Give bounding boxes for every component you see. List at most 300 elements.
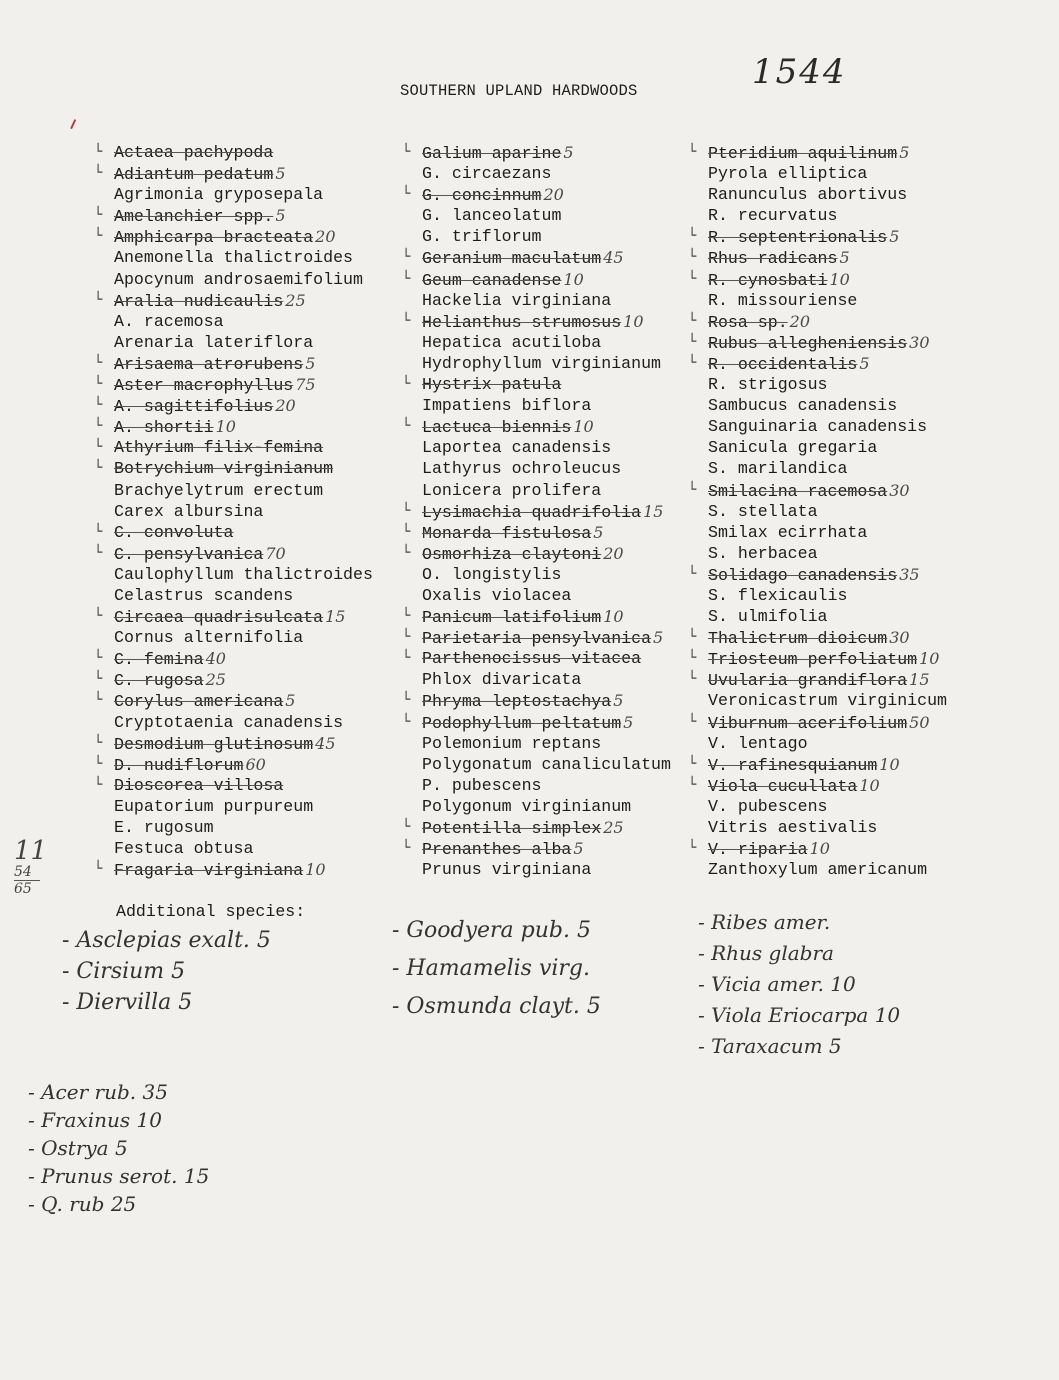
- species-row: [422, 205, 697, 226]
- species-name: Osmorhiza claytoni: [422, 544, 602, 564]
- cover-value: 5: [899, 143, 910, 162]
- cover-value: 10: [603, 607, 624, 627]
- cover-value: 20: [315, 227, 336, 247]
- species-row: [688, 142, 1053, 163]
- species-name: Brachyelytrum erectum: [114, 480, 324, 500]
- cover-value: 20: [543, 185, 564, 205]
- species-row: [114, 817, 399, 838]
- species-row: [708, 585, 1053, 606]
- species-row: [94, 754, 399, 775]
- species-name: Cornus alternifolia: [114, 628, 304, 648]
- cover-value: 5: [623, 712, 634, 732]
- species-row: [402, 817, 697, 838]
- species-name: Polygonum virginianum: [422, 796, 632, 816]
- species-name: S. marilandica: [708, 459, 848, 479]
- species-row: [708, 501, 1053, 522]
- check-mark-icon: └: [688, 650, 697, 667]
- cover-value: 5: [573, 839, 584, 859]
- species-name: Smilax ecirrhata: [708, 522, 868, 542]
- species-name: C. convoluta: [114, 522, 234, 542]
- species-name: Hydrophyllum virginianum: [422, 353, 661, 373]
- handwritten-species: - Acer rub. 35: [28, 1080, 168, 1104]
- cover-value: 25: [603, 818, 624, 837]
- check-mark-icon: └: [94, 544, 103, 561]
- species-name: Arenaria lateriflora: [114, 332, 314, 352]
- species-name: Sanicula gregaria: [708, 438, 878, 458]
- handwritten-species: - Asclepias exalt. 5: [62, 928, 271, 953]
- species-name: G. triflorum: [422, 227, 542, 247]
- species-name: Amphicarpa bracteata: [114, 228, 314, 248]
- species-name: Triosteum perfoliatum: [708, 650, 918, 670]
- check-mark-icon: └: [402, 186, 411, 203]
- species-row: [422, 353, 697, 374]
- species-row: [688, 712, 1053, 733]
- species-name: Polemonium reptans: [422, 733, 602, 753]
- handwritten-species: - Cirsium 5: [62, 959, 186, 984]
- check-mark-icon: └: [688, 629, 697, 646]
- check-mark-icon: └: [94, 228, 103, 245]
- check-mark-icon: └: [94, 291, 103, 308]
- margin-note-fraction-top: 54: [14, 864, 32, 880]
- species-name: Solidago canadensis: [708, 565, 898, 585]
- check-mark-icon: └: [94, 523, 103, 540]
- species-name: Aster macrophyllus: [114, 376, 294, 396]
- species-row: [114, 838, 399, 859]
- species-name: Arisaema atrorubens: [114, 354, 304, 374]
- check-mark-icon: └: [402, 376, 411, 393]
- check-mark-icon: └: [688, 481, 697, 498]
- species-name: Prenanthes alba: [422, 840, 572, 860]
- species-name: Agrimonia gryposepala: [114, 185, 324, 205]
- species-row: [94, 669, 399, 691]
- check-mark-icon: └: [688, 713, 697, 730]
- species-name: Phlox divaricata: [422, 670, 582, 690]
- cover-value: 5: [859, 353, 870, 373]
- margin-note-fraction-bottom: 65: [14, 881, 32, 897]
- species-name: Helianthus strumosus: [422, 312, 622, 332]
- cover-value: 10: [215, 417, 236, 437]
- species-name: G. concinnum: [422, 186, 542, 206]
- cover-value: 75: [295, 375, 316, 395]
- species-row: [94, 163, 399, 185]
- species-name: Zanthoxylum americanum: [708, 860, 928, 880]
- check-mark-icon: └: [402, 249, 411, 266]
- species-name: Anemonella thalictroides: [114, 248, 353, 268]
- species-row: [708, 522, 1053, 543]
- species-row: [708, 690, 1053, 711]
- species-row: [708, 205, 1053, 226]
- species-name: V. rafinesquianum: [708, 755, 878, 775]
- check-mark-icon: └: [402, 713, 411, 730]
- species-row: [688, 838, 1053, 860]
- species-row: [688, 564, 1053, 585]
- species-row: [402, 374, 697, 395]
- species-column-1: [94, 142, 399, 881]
- cover-value: 70: [265, 543, 286, 563]
- species-name: Eupatorium purpureum: [114, 796, 314, 816]
- check-mark-icon: └: [688, 144, 697, 160]
- cover-value: 5: [653, 628, 664, 648]
- species-row: [94, 290, 399, 311]
- species-row: [422, 226, 697, 247]
- cover-value: 5: [275, 206, 286, 226]
- check-mark-icon: └: [688, 249, 697, 266]
- species-name: G. circaezans: [422, 164, 552, 184]
- species-row: [114, 480, 399, 501]
- check-mark-icon: └: [402, 270, 411, 287]
- species-name: Corylus americana: [114, 692, 284, 712]
- species-name: D. nudiflorum: [114, 755, 244, 775]
- species-row: [402, 311, 697, 332]
- species-row: [708, 395, 1053, 416]
- cover-value: 15: [325, 607, 346, 627]
- species-name: Fragaria virginiana: [114, 861, 304, 881]
- species-name: Aralia nudicaulis: [114, 291, 284, 311]
- species-name: Cryptotaenia canadensis: [114, 712, 344, 732]
- check-mark-icon: └: [94, 671, 103, 688]
- species-column-3: [688, 142, 1053, 880]
- cover-value: 20: [275, 396, 296, 416]
- species-row: [402, 648, 697, 669]
- species-name: Geranium maculatum: [422, 249, 602, 269]
- species-name: Dioscorea villosa: [114, 775, 284, 795]
- species-row: [114, 585, 399, 606]
- species-name: C. rugosa: [114, 671, 204, 691]
- species-row: [688, 332, 1053, 353]
- cover-value: 5: [889, 227, 900, 247]
- species-row: [402, 142, 697, 163]
- check-mark-icon: └: [94, 439, 103, 456]
- species-name: Parthenocissus vitacea: [422, 649, 642, 669]
- species-name: Athyrium filix-femina: [114, 438, 324, 458]
- species-row: [708, 163, 1053, 184]
- species-name: R. recurvatus: [708, 206, 838, 226]
- cover-value: 10: [919, 649, 940, 669]
- species-name: Apocynum androsaemifolium: [114, 269, 363, 289]
- species-row: [94, 458, 399, 479]
- species-name: Actaea pachypoda: [114, 143, 274, 162]
- species-row: [422, 290, 697, 311]
- check-mark-icon: └: [94, 608, 103, 625]
- handwritten-species: - Q. rub 25: [28, 1192, 137, 1216]
- page-title: SOUTHERN UPLAND HARDWOODS: [400, 82, 638, 100]
- species-name: Thalictrum dioicum: [708, 629, 888, 649]
- species-row: [422, 395, 697, 416]
- check-mark-icon: └: [402, 418, 411, 435]
- species-name: Pteridium aquilinum: [708, 144, 898, 163]
- species-row: [708, 290, 1053, 311]
- species-name: Vitris aestivalis: [708, 818, 878, 837]
- cover-value: 15: [643, 501, 664, 521]
- check-mark-icon: └: [402, 144, 411, 160]
- species-row: [94, 226, 399, 248]
- species-name: Pyrola elliptica: [708, 164, 868, 184]
- species-name: Prunus virginiana: [422, 860, 592, 880]
- check-mark-icon: └: [402, 650, 411, 667]
- species-row: [422, 564, 697, 585]
- species-name: Galium aparine: [422, 144, 562, 163]
- check-mark-icon: └: [688, 270, 697, 287]
- species-name: Monarda fistulosa: [422, 523, 592, 543]
- species-row: [422, 669, 697, 690]
- species-row: [688, 311, 1053, 332]
- species-row: [402, 606, 697, 628]
- check-mark-icon: └: [402, 840, 411, 857]
- species-row: [422, 754, 697, 775]
- species-row: [402, 712, 697, 733]
- species-name: Phryma leptostachya: [422, 692, 612, 712]
- check-mark-icon: └: [402, 523, 411, 540]
- species-name: R. occidentalis: [708, 354, 858, 374]
- check-mark-icon: └: [94, 376, 103, 393]
- species-row: [94, 690, 399, 712]
- species-name: R. septentrionalis: [708, 228, 888, 248]
- species-row: [94, 859, 399, 881]
- cover-value: 35: [899, 564, 920, 584]
- cover-value: 5: [305, 353, 316, 373]
- species-name: Lactuca biennis: [422, 418, 572, 438]
- check-mark-icon: └: [94, 734, 103, 751]
- cover-value: 25: [285, 290, 306, 310]
- species-name: P. pubescens: [422, 775, 542, 795]
- species-row: [114, 796, 399, 817]
- cover-value: 45: [603, 248, 624, 268]
- cover-value: 20: [603, 543, 624, 563]
- species-row: [708, 416, 1053, 437]
- species-name: Amelanchier spp.: [114, 207, 274, 227]
- check-mark-icon: └: [94, 165, 103, 182]
- handwritten-species: - Osmunda clayt. 5: [392, 994, 601, 1019]
- species-name: Veronicastrum virginicum: [708, 691, 947, 711]
- species-row: [688, 775, 1053, 796]
- species-row: [402, 627, 697, 649]
- handwritten-species: - Prunus serot. 15: [28, 1164, 210, 1188]
- species-name: Rosa sp.: [708, 312, 788, 332]
- species-row: [422, 163, 697, 184]
- species-name: S. ulmifolia: [708, 607, 828, 627]
- handwritten-species: - Diervilla 5: [62, 990, 193, 1015]
- handwritten-species: - Rhus glabra: [698, 941, 834, 965]
- species-name: E. rugosum: [114, 818, 214, 837]
- species-name: S. herbacea: [708, 543, 818, 563]
- species-name: Potentilla simplex: [422, 819, 602, 838]
- species-name: Geum canadense: [422, 270, 562, 290]
- handwritten-species: - Vicia amer. 10: [698, 972, 856, 996]
- species-name: Festuca obtusa: [114, 839, 254, 859]
- species-row: [688, 269, 1053, 290]
- species-name: R. missouriense: [708, 290, 858, 310]
- species-name: Caulophyllum thalictroides: [114, 564, 373, 584]
- species-row: [94, 733, 399, 754]
- check-mark-icon: └: [688, 354, 697, 371]
- species-name: A. shortii: [114, 418, 214, 438]
- species-row: [402, 690, 697, 712]
- cover-value: 10: [809, 839, 830, 859]
- cover-value: 5: [613, 691, 624, 711]
- check-mark-icon: └: [402, 502, 411, 519]
- margin-note: [14, 838, 54, 897]
- species-row: [114, 564, 399, 585]
- species-row: [422, 796, 697, 817]
- cover-value: 10: [829, 269, 850, 289]
- species-name: Oxalis violacea: [422, 585, 572, 605]
- check-mark-icon: └: [688, 228, 697, 245]
- cover-value: 5: [285, 691, 296, 711]
- species-name: S. stellata: [708, 501, 818, 521]
- check-mark-icon: └: [688, 776, 697, 793]
- species-row: [114, 311, 399, 332]
- species-name: S. flexicaulis: [708, 585, 848, 605]
- cover-value: 20: [789, 311, 811, 331]
- species-name: R. strigosus: [708, 375, 828, 395]
- species-row: [688, 247, 1053, 269]
- species-row: [688, 480, 1053, 501]
- cover-value: 10: [573, 417, 594, 437]
- species-row: [402, 522, 697, 543]
- check-mark-icon: └: [688, 755, 697, 772]
- check-mark-icon: └: [94, 650, 103, 667]
- check-mark-icon: └: [94, 354, 103, 371]
- species-row: [94, 606, 399, 628]
- ink-mark: [70, 119, 80, 131]
- margin-note-mark: 11: [14, 836, 48, 866]
- handwritten-species: - Ostrya 5: [28, 1136, 128, 1160]
- species-row: [94, 416, 399, 438]
- species-name: Lonicera prolifera: [422, 480, 602, 500]
- species-row: [94, 522, 399, 543]
- species-row: [94, 205, 399, 227]
- species-name: Hackelia virginiana: [422, 290, 612, 310]
- cover-value: 45: [315, 733, 336, 753]
- species-name: V. lentago: [708, 733, 808, 753]
- species-row: [114, 247, 399, 268]
- species-name: Hystrix patula: [422, 375, 562, 395]
- check-mark-icon: └: [402, 608, 411, 625]
- handwritten-species: - Hamamelis virg.: [392, 956, 590, 981]
- check-mark-icon: └: [688, 671, 697, 688]
- cover-value: 5: [593, 522, 604, 542]
- species-row: [94, 543, 399, 564]
- species-name: Impatiens biflora: [422, 396, 592, 416]
- species-row: [402, 501, 697, 522]
- check-mark-icon: └: [94, 144, 103, 160]
- cover-value: 50: [909, 712, 930, 732]
- species-row: [114, 501, 399, 522]
- species-name: Podophyllum peltatum: [422, 713, 622, 733]
- species-row: [708, 817, 1053, 838]
- species-name: Viburnum acerifolium: [708, 713, 908, 733]
- check-mark-icon: └: [402, 629, 411, 646]
- cover-value: 30: [889, 480, 910, 500]
- species-row: [422, 859, 697, 880]
- species-name: Botrychium virginianum: [114, 459, 334, 479]
- species-name: Uvularia grandiflora: [708, 671, 908, 691]
- species-row: [94, 775, 399, 796]
- cover-value: 10: [623, 311, 644, 331]
- species-row: [422, 480, 697, 501]
- species-name: Parietaria pensylvanica: [422, 629, 652, 649]
- check-mark-icon: └: [94, 397, 103, 414]
- cover-value: 40: [205, 649, 226, 669]
- species-name: R. cynosbati: [708, 270, 828, 290]
- check-mark-icon: └: [402, 692, 411, 709]
- cover-value: 10: [305, 860, 326, 880]
- check-mark-icon: └: [94, 692, 103, 709]
- species-name: O. longistylis: [422, 564, 562, 584]
- species-row: [708, 606, 1053, 627]
- cover-value: 10: [879, 754, 900, 774]
- handwritten-species: - Fraxinus 10: [28, 1108, 162, 1132]
- species-row: [402, 543, 697, 564]
- species-row: [402, 416, 697, 438]
- species-row: [708, 859, 1053, 880]
- cover-value: 30: [889, 628, 910, 648]
- species-name: Rubus allegheniensis: [708, 333, 908, 353]
- cover-value: 10: [563, 269, 584, 289]
- species-row: [422, 775, 697, 796]
- check-mark-icon: └: [402, 312, 411, 329]
- check-mark-icon: └: [94, 418, 103, 435]
- species-row: [422, 332, 697, 353]
- handwritten-species: - Goodyera pub. 5: [392, 918, 591, 943]
- handwritten-species: - Viola Eriocarpa 10: [698, 1003, 901, 1027]
- species-name: Rhus radicans: [708, 249, 838, 269]
- species-row: [94, 648, 399, 670]
- cover-value: 10: [859, 775, 880, 795]
- cover-value: 30: [909, 332, 930, 352]
- check-mark-icon: └: [94, 861, 103, 878]
- handwritten-page-number: 1544: [752, 52, 847, 92]
- species-row: [94, 353, 399, 374]
- species-row: [708, 184, 1053, 205]
- species-name: Viola cucullata: [708, 776, 858, 796]
- species-row: [708, 458, 1053, 479]
- species-row: [94, 437, 399, 458]
- species-row: [688, 627, 1053, 649]
- species-row: [708, 437, 1053, 458]
- species-name: C. femina: [114, 650, 204, 670]
- species-row: [114, 269, 399, 290]
- species-name: A. sagittifolius: [114, 397, 274, 417]
- species-name: A. racemosa: [114, 311, 224, 331]
- species-row: [94, 374, 399, 396]
- cover-value: 5: [839, 248, 850, 268]
- check-mark-icon: └: [688, 333, 697, 350]
- species-name: Desmodium glutinosum: [114, 734, 314, 754]
- species-row: [94, 142, 399, 163]
- species-name: Panicum latifolium: [422, 608, 602, 628]
- species-row: [402, 269, 697, 290]
- species-name: Adiantum pedatum: [114, 165, 274, 185]
- cover-value: 5: [275, 164, 286, 184]
- species-name: Smilacina racemosa: [708, 481, 888, 501]
- species-row: [94, 395, 399, 417]
- species-row: [708, 796, 1053, 817]
- check-mark-icon: └: [94, 460, 103, 477]
- check-mark-icon: └: [688, 565, 697, 582]
- species-row: [422, 585, 697, 606]
- cover-value: 5: [563, 143, 574, 162]
- species-row: [114, 712, 399, 733]
- species-name: Lysimachia quadrifolia: [422, 502, 642, 522]
- species-row: [422, 458, 697, 479]
- additional-species-label: Additional species:: [116, 902, 306, 921]
- handwritten-species: - Ribes amer.: [698, 910, 831, 934]
- cover-value: 25: [205, 670, 226, 690]
- species-row: [114, 332, 399, 353]
- species-row: [422, 733, 697, 754]
- species-name: V. riparia: [708, 840, 808, 860]
